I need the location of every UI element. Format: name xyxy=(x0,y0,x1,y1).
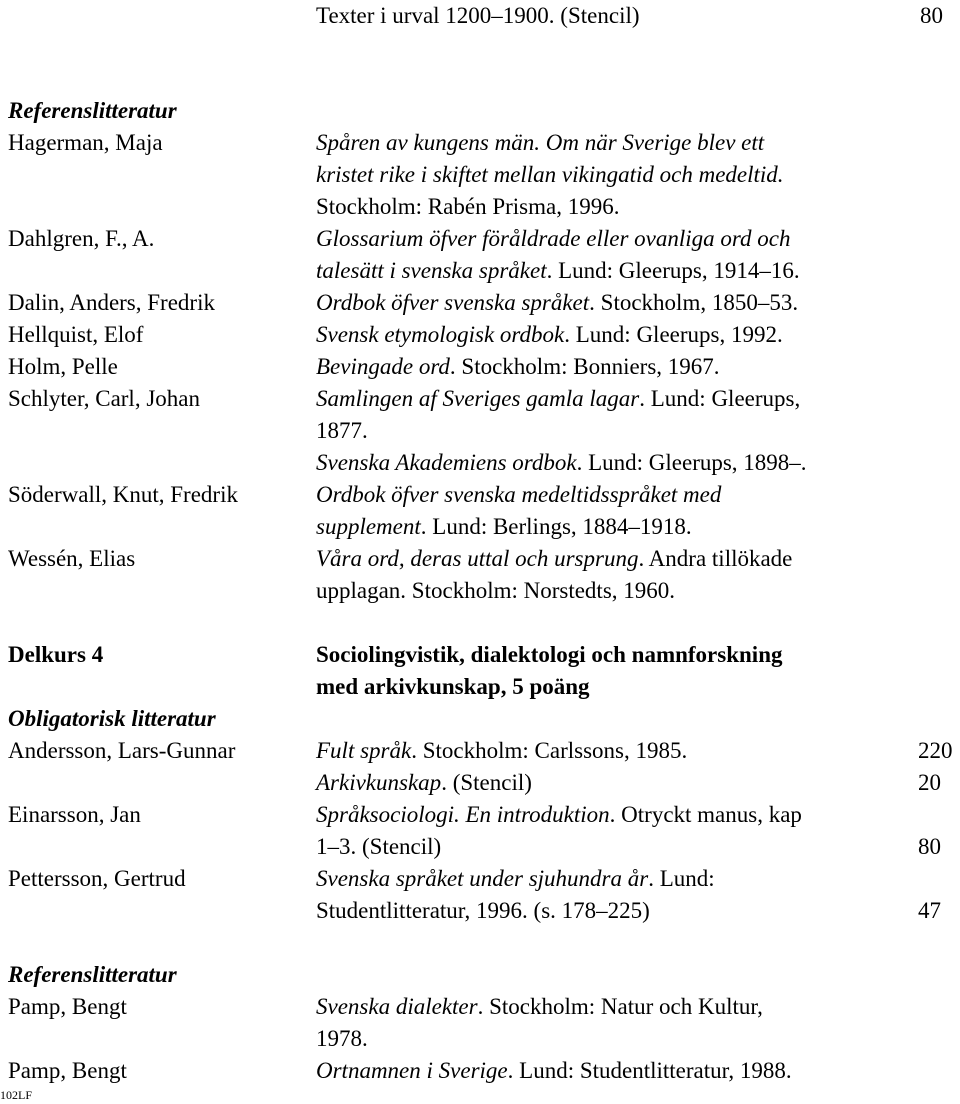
citation-line: Studentlitteratur, 1996. (s. 178–225) xyxy=(316,898,650,923)
author: Söderwall, Knut, Fredrik xyxy=(8,482,238,507)
author: Holm, Pelle xyxy=(8,354,118,379)
page-count: 80 xyxy=(918,834,941,859)
citation-line: Svensk etymologisk ordbok. Lund: Gleerups, 1992. xyxy=(316,322,783,347)
author: Andersson, Lars-Gunnar xyxy=(8,738,236,763)
citation-line: Ordbok öfver svenska språket. Stockholm, 1850–53. xyxy=(316,290,799,315)
section-heading-reference: Referenslitteratur xyxy=(8,98,177,123)
citation-line: kristet rike i skiftet mellan vikingatid och medeltid. xyxy=(316,162,784,187)
author: Einarsson, Jan xyxy=(8,802,141,827)
author: Pamp, Bengt xyxy=(8,1058,127,1083)
author: Pettersson, Gertrud xyxy=(8,866,186,891)
author: Schlyter, Carl, Johan xyxy=(8,386,200,411)
page-count: 220 xyxy=(918,738,953,763)
citation-line: Svenska dialekter. Stockholm: Natur och Kultur, xyxy=(316,994,763,1019)
citation-line: Ordbok öfver svenska medeltidsspråket med xyxy=(316,482,722,507)
section-heading-reference: Referenslitteratur xyxy=(8,962,177,987)
delkurs-title: Sociolingvistik, dialektologi och namnforskning xyxy=(316,642,783,667)
author: Dahlgren, F., A. xyxy=(8,226,155,251)
citation-line: talesätt i svenska språket. Lund: Gleerups, 1914–16. xyxy=(316,258,800,283)
page-count: 47 xyxy=(918,898,941,923)
author: Dalin, Anders, Fredrik xyxy=(8,290,215,315)
running-header: Texter i urval 1200–1900. (Stencil) xyxy=(316,3,640,28)
citation-line: Språksociologi. En introduktion. Otryckt manus, kap xyxy=(316,802,802,827)
citation-line: Våra ord, deras uttal och ursprung. Andra tillökade xyxy=(316,546,793,571)
citation-line: Stockholm: Rabén Prisma, 1996. xyxy=(316,194,620,219)
citation-line: Bevingade ord. Stockholm: Bonniers, 1967. xyxy=(316,354,720,379)
footer-code: 102LF xyxy=(0,1088,33,1102)
header-page-number: 80 xyxy=(920,3,943,28)
citation-line: Ortnamnen i Sverige. Lund: Studentlitteratur, 1988. xyxy=(316,1058,792,1083)
author: Hagerman, Maja xyxy=(8,130,163,155)
author: Pamp, Bengt xyxy=(8,994,127,1019)
citation-line: Svenska språket under sjuhundra år. Lund: xyxy=(316,866,715,891)
citation-line: 1–3. (Stencil) xyxy=(316,834,442,859)
citation-line: Glossarium öfver föråldrade eller ovanliga ord och xyxy=(316,226,791,251)
delkurs-label: Delkurs 4 xyxy=(8,642,104,667)
citation-line: upplagan. Stockholm: Norstedts, 1960. xyxy=(316,578,676,603)
citation-line: supplement. Lund: Berlings, 1884–1918. xyxy=(316,514,692,539)
citation-line: Spåren av kungens män. Om när Sverige blev ett xyxy=(316,130,765,155)
citation-line: Svenska Akademiens ordbok. Lund: Gleerups, 1898–. xyxy=(316,450,807,475)
citation-line: 1877. xyxy=(316,418,368,443)
delkurs-title-continued: med arkivkunskap, 5 poäng xyxy=(316,674,590,699)
citation-line: Samlingen af Sveriges gamla lagar. Lund: Gleerups, xyxy=(316,386,801,411)
page-count: 20 xyxy=(918,770,941,795)
author: Wessén, Elias xyxy=(8,546,136,571)
author: Hellquist, Elof xyxy=(8,322,144,347)
section-heading-obligatory: Obligatorisk litteratur xyxy=(8,706,216,731)
citation-line: Fult språk. Stockholm: Carlssons, 1985. xyxy=(316,738,688,763)
citation-line: Arkivkunskap. (Stencil) xyxy=(316,770,532,795)
citation-line: 1978. xyxy=(316,1026,368,1051)
